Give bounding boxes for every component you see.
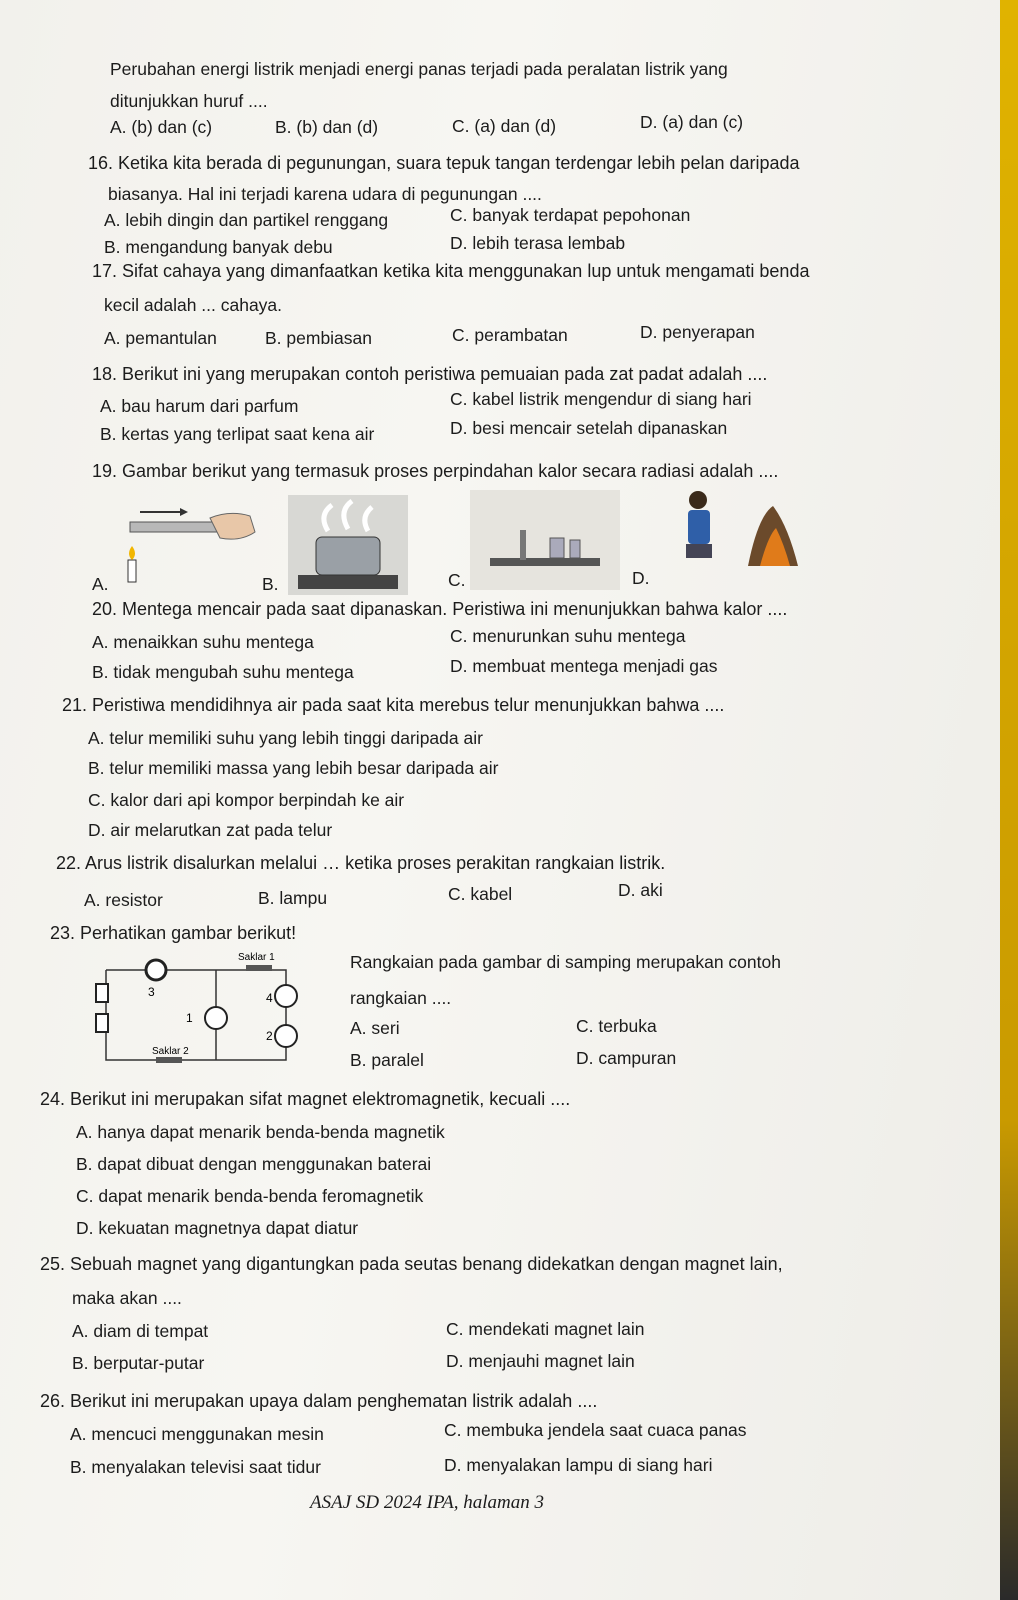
q23-circuit-diagram xyxy=(86,950,336,1080)
q19-label-a: A. xyxy=(92,574,109,594)
q26-option-b: B. menyalakan televisi saat tidur xyxy=(70,1457,321,1477)
pot-icon xyxy=(316,537,380,575)
q20-option-d: D. membuat mentega menjadi gas xyxy=(450,656,718,676)
q18-option-a: A. bau harum dari parfum xyxy=(100,396,299,416)
switch-2-icon xyxy=(156,1057,182,1063)
q19-label-c: C. xyxy=(448,570,466,590)
q23-option-b: B. paralel xyxy=(350,1050,424,1070)
q26-option-a: A. mencuci menggunakan mesin xyxy=(70,1424,324,1444)
q22-option-a: A. resistor xyxy=(84,890,163,910)
q16-text-line1: 16. Ketika kita berada di pegunungan, suara tepuk tangan terdengar lebih pelan daripada xyxy=(88,153,800,173)
lamp-4-label: 4 xyxy=(266,991,273,1005)
child-legs-icon xyxy=(686,544,712,558)
q24-option-d: D. kekuatan magnetnya dapat diatur xyxy=(76,1218,359,1238)
lamp-2-icon xyxy=(275,1025,297,1047)
lamp-4-icon xyxy=(275,985,297,1007)
q25-text-line1: 25. Sebuah magnet yang digantungkan pada seutas benang didekatkan dengan magnet lain, xyxy=(40,1254,783,1274)
q19-label-d: D. xyxy=(632,568,650,588)
child-head-icon xyxy=(689,491,707,509)
q20-option-b: B. tidak mengubah suhu mentega xyxy=(92,662,354,682)
switch-2-label: Saklar 2 xyxy=(152,1046,189,1057)
lamp-3-icon xyxy=(146,960,166,980)
q17-text-line2: kecil adalah ... cahaya. xyxy=(104,295,283,315)
child-body-icon xyxy=(688,510,710,544)
q17-option-a: A. pemantulan xyxy=(104,328,217,348)
q19-image-lab-setup xyxy=(470,490,620,590)
q26-option-d: D. menyalakan lampu di siang hari xyxy=(444,1455,713,1475)
q22-option-d: D. aki xyxy=(618,880,663,900)
q19-image-campfire xyxy=(668,486,818,586)
q18-option-b: B. kertas yang terlipat saat kena air xyxy=(100,424,375,444)
q25-option-c: C. mendekati magnet lain xyxy=(446,1319,645,1339)
q20-option-c: C. menurunkan suhu mentega xyxy=(450,626,686,646)
stove-icon xyxy=(298,575,398,589)
circuit-wire xyxy=(106,970,286,1060)
q26-text-line1: 26. Berikut ini merupakan upaya dalam penghematan listrik adalah .... xyxy=(40,1391,598,1411)
q16-option-d: D. lebih terasa lembab xyxy=(450,233,626,253)
q23-text-line3: rangkaian .... xyxy=(350,988,452,1008)
q18-option-d: D. besi mencair setelah dipanaskan xyxy=(450,418,728,438)
q15-text-line1: Perubahan energi listrik menjadi energi panas terjadi pada peralatan listrik yang xyxy=(110,59,728,79)
battery-1-icon xyxy=(96,984,108,1002)
q17-option-b: B. pembiasan xyxy=(265,328,373,348)
photo-background xyxy=(470,490,620,590)
q23-option-a: A. seri xyxy=(350,1018,400,1038)
q16-option-a: A. lebih dingin dan partikel renggang xyxy=(104,210,389,230)
q23-option-d: D. campuran xyxy=(576,1048,677,1068)
q22-text-line1: 22. Arus listrik disalurkan melalui … ketika proses perakitan rangkaian listrik. xyxy=(56,853,666,873)
q21-option-c: C. kalor dari api kompor berpindah ke air xyxy=(88,790,405,810)
battery-2-icon xyxy=(96,1014,108,1032)
flame-icon xyxy=(129,546,135,560)
q16-option-b: B. mengandung banyak debu xyxy=(104,237,333,257)
q19-image-conduction xyxy=(120,502,280,592)
q17-text-line1: 17. Sifat cahaya yang dimanfaatkan ketika kita menggunakan lup untuk mengamati benda xyxy=(92,261,810,281)
q15-option-c: C. (a) dan (d) xyxy=(452,116,557,136)
q16-text-line2: biasanya. Hal ini terjadi karena udara di pegunungan .... xyxy=(108,184,542,204)
q25-option-d: D. menjauhi magnet lain xyxy=(446,1351,635,1371)
q15-text-line2: ditunjukkan huruf .... xyxy=(110,91,268,111)
q20-text-line1: 20. Mentega mencair pada saat dipanaskan. Peristiwa ini menunjukkan bahwa kalor .... xyxy=(92,599,788,619)
candle-icon xyxy=(128,560,136,582)
beaker-icon xyxy=(550,538,564,558)
q24-option-b: B. dapat dibuat dengan menggunakan baterai xyxy=(76,1154,432,1174)
q23-text-line2: Rangkaian pada gambar di samping merupakan contoh xyxy=(350,952,781,972)
q15-option-d: D. (a) dan (c) xyxy=(640,112,744,132)
q18-option-c: C. kabel listrik mengendur di siang hari xyxy=(450,389,752,409)
q25-option-a: A. diam di tempat xyxy=(72,1321,209,1341)
q24-option-a: A. hanya dapat menarik benda-benda magnetik xyxy=(76,1122,445,1142)
q15-option-a: A. (b) dan (c) xyxy=(110,117,213,137)
stand-icon xyxy=(520,530,526,560)
lamp-1-icon xyxy=(205,1007,227,1029)
lamp-1-label: 1 xyxy=(186,1011,193,1025)
q23-option-c: C. terbuka xyxy=(576,1016,657,1036)
q23-text-line1: 23. Perhatikan gambar berikut! xyxy=(50,923,297,943)
q25-option-b: B. berputar-putar xyxy=(72,1353,205,1373)
q18-text-line1: 18. Berikut ini yang merupakan contoh peristiwa pemuaian pada zat padat adalah .... xyxy=(92,364,768,384)
q24-option-c: C. dapat menarik benda-benda feromagnetik xyxy=(76,1186,424,1206)
q21-option-b: B. telur memiliki massa yang lebih besar daripada air xyxy=(88,758,499,778)
switch-1-icon xyxy=(246,965,272,971)
hand-icon xyxy=(210,513,255,539)
table-icon xyxy=(490,558,600,566)
q21-option-d: D. air melarutkan zat pada telur xyxy=(88,820,333,840)
q15-option-b: B. (b) dan (d) xyxy=(275,117,379,137)
q19-image-boiling-pot xyxy=(288,495,408,595)
q20-option-a: A. menaikkan suhu mentega xyxy=(92,632,314,652)
q24-text-line1: 24. Berikut ini merupakan sifat magnet elektromagnetik, kecuali .... xyxy=(40,1089,571,1109)
q22-option-c: C. kabel xyxy=(448,884,513,904)
q21-text-line1: 21. Peristiwa mendidihnya air pada saat kita merebus telur menunjukkan bahwa .... xyxy=(62,695,725,715)
q16-option-c: C. banyak terdapat pepohonan xyxy=(450,205,691,225)
q19-label-b: B. xyxy=(262,574,279,594)
background-edge xyxy=(1000,0,1018,1600)
arrow-head-icon xyxy=(180,508,188,516)
q17-option-c: C. perambatan xyxy=(452,325,568,345)
page-footer: ASAJ SD 2024 IPA, halaman 3 xyxy=(310,1492,544,1513)
switch-1-label: Saklar 1 xyxy=(238,952,275,963)
lamp-2-label: 2 xyxy=(266,1029,273,1043)
q17-option-d: D. penyerapan xyxy=(640,322,755,342)
q25-text-line2: maka akan .... xyxy=(72,1288,182,1308)
q22-option-b: B. lampu xyxy=(258,888,328,908)
tube-icon xyxy=(570,540,580,558)
lamp-3-label: 3 xyxy=(148,985,155,999)
q19-text-line1: 19. Gambar berikut yang termasuk proses perpindahan kalor secara radiasi adalah .... xyxy=(92,461,779,481)
q26-option-c: C. membuka jendela saat cuaca panas xyxy=(444,1420,747,1440)
q21-option-a: A. telur memiliki suhu yang lebih tinggi daripada air xyxy=(88,728,483,748)
